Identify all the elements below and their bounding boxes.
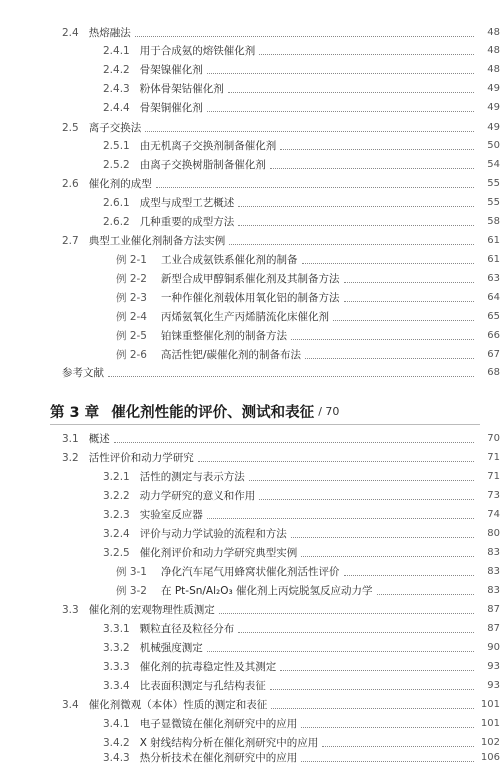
- dot-leader: [344, 574, 475, 576]
- entry-title: 催化剂的成型: [88, 178, 152, 190]
- chapter-heading[interactable]: [50, 398, 500, 424]
- entry-number: 2.5.2: [103, 159, 130, 171]
- entry-number: 例 2-4: [116, 311, 147, 323]
- dot-leader: [207, 72, 474, 74]
- entry-number: 2.6.1: [103, 197, 130, 209]
- dot-leader: [302, 262, 475, 264]
- chapter-page: / 70: [318, 404, 340, 418]
- entry-title: 动力学研究的意义和作用: [139, 490, 256, 502]
- entry-page: 90: [487, 642, 500, 653]
- entry-title: 机械强度测定: [139, 642, 203, 654]
- entry-page: 54: [487, 159, 500, 170]
- entry-page: 106: [480, 752, 500, 763]
- entry-number: 3.3.4: [103, 680, 130, 692]
- entry-title: 热分析技术在催化剂研究中的应用: [139, 752, 298, 764]
- dot-leader: [156, 186, 474, 188]
- dot-leader: [271, 707, 474, 709]
- dot-leader: [198, 460, 474, 462]
- dot-leader: [229, 243, 474, 245]
- entry-title: 催化剂评价和动力学研究典型实例: [139, 547, 298, 559]
- entry-title: 热熔融法: [88, 27, 131, 39]
- dot-leader: [301, 726, 474, 728]
- entry-page: 61: [487, 235, 500, 246]
- dot-leader: [333, 319, 474, 321]
- entry-number: 3.3.1: [103, 623, 130, 635]
- dot-leader: [259, 53, 474, 55]
- entry-number: 2.4.1: [103, 45, 130, 57]
- entry-number: 2.4.4: [103, 102, 130, 114]
- dot-leader: [238, 205, 474, 207]
- toc-entry-references[interactable]: [0, 362, 500, 384]
- entry-number: 3.4.2: [103, 737, 130, 749]
- entry-title: 离子交换法: [88, 122, 142, 134]
- entry-number: 2.7: [62, 235, 79, 247]
- dot-leader: [377, 593, 474, 595]
- entry-number: 3.2.4: [103, 528, 130, 540]
- entry-title: 参考文献: [62, 367, 104, 379]
- entry-number: 3.4.1: [103, 718, 130, 730]
- entry-page: 49: [487, 102, 500, 113]
- entry-title: 活性评价和动力学研究: [88, 452, 194, 464]
- entry-number: 3.1: [62, 433, 79, 445]
- dot-leader: [280, 669, 474, 671]
- entry-page: 71: [487, 452, 500, 463]
- entry-page: 63: [487, 273, 500, 284]
- entry-title: 概述: [88, 433, 110, 445]
- entry-page: 83: [487, 547, 500, 558]
- entry-page: 48: [487, 27, 500, 38]
- entry-title: 骨架铜催化剂: [139, 102, 203, 114]
- entry-number: 3.3: [62, 604, 79, 616]
- entry-number: 例 2-2: [116, 273, 147, 285]
- toc-entry[interactable]: [0, 97, 500, 119]
- entry-title: 催化剂的宏观物理性质测定: [88, 604, 215, 616]
- entry-title: 几种重要的成型方法: [139, 216, 235, 228]
- entry-title: 典型工业催化剂制备方法实例: [88, 235, 226, 247]
- dot-leader: [207, 110, 474, 112]
- entry-title: 比表面积测定与孔结构表征: [139, 680, 266, 692]
- entry-title: 一种作催化剂载体用氧化铝的制备方法: [161, 292, 340, 304]
- entry-page: 101: [480, 718, 500, 729]
- entry-page: 101: [480, 699, 500, 710]
- entry-page: 65: [487, 311, 500, 322]
- dot-leader: [108, 375, 474, 377]
- entry-page: 73: [487, 490, 500, 501]
- entry-number: 3.2.5: [103, 547, 130, 559]
- entry-title: 催化剂的抗毒稳定性及其测定: [139, 661, 277, 673]
- entry-page: 48: [487, 64, 500, 75]
- entry-title: 净化汽车尾气用蜂窝状催化剂活性评价: [161, 566, 340, 578]
- dot-leader: [228, 91, 474, 93]
- entry-number: 2.4.3: [103, 83, 130, 95]
- entry-number: 3.3.3: [103, 661, 130, 673]
- entry-number: 例 2-6: [116, 349, 147, 361]
- dot-leader: [145, 130, 474, 132]
- entry-title: 催化剂微观（本体）性质的测定和表征: [88, 699, 268, 711]
- entry-title: 骨架镍催化剂: [139, 64, 203, 76]
- toc-entry[interactable]: [0, 747, 500, 769]
- entry-title: X 射线结构分析在催化剂研究中的应用: [139, 737, 319, 749]
- entry-number: 2.4.2: [103, 64, 130, 76]
- entry-number: 例 2-5: [116, 330, 147, 342]
- entry-number: 例 2-3: [116, 292, 147, 304]
- entry-page: 66: [487, 330, 500, 341]
- dot-leader: [238, 631, 474, 633]
- entry-number: 2.4: [62, 27, 79, 39]
- dot-leader: [259, 498, 474, 500]
- entry-number: 3.2.1: [103, 471, 130, 483]
- dot-leader: [270, 688, 474, 690]
- dot-leader: [238, 224, 474, 226]
- entry-title: 实验室反应器: [139, 509, 203, 521]
- entry-page: 93: [487, 661, 500, 672]
- entry-page: 83: [487, 566, 500, 577]
- entry-number: 3.2: [62, 452, 79, 464]
- chapter-title: 催化剂性能的评价、测试和表征: [111, 404, 315, 421]
- entry-title: 成型与成型工艺概述: [139, 197, 235, 209]
- entry-page: 83: [487, 585, 500, 596]
- dot-leader: [270, 167, 474, 169]
- entry-page: 102: [480, 737, 500, 748]
- dot-leader: [207, 517, 474, 519]
- entry-number: 2.5.1: [103, 140, 130, 152]
- entry-page: 48: [487, 45, 500, 56]
- dot-leader: [301, 760, 474, 762]
- entry-page: 58: [487, 216, 500, 227]
- dot-leader: [305, 357, 474, 359]
- entry-title: 由无机离子交换剂制备催化剂: [139, 140, 277, 152]
- entry-page: 49: [487, 83, 500, 94]
- entry-title: 颗粒直径及粒径分布: [139, 623, 235, 635]
- entry-number: 例 3-2: [116, 585, 147, 597]
- entry-page: 49: [487, 122, 500, 133]
- entry-number: 3.4.3: [103, 752, 130, 764]
- entry-page: 71: [487, 471, 500, 482]
- entry-title: 电子显微镜在催化剂研究中的应用: [139, 718, 298, 730]
- entry-number: 3.2.3: [103, 509, 130, 521]
- dot-leader: [280, 148, 474, 150]
- chapter-label: 第 3 章: [50, 404, 100, 421]
- entry-title: 新型合成甲醇铜系催化剂及其制备方法: [161, 273, 340, 285]
- entry-page: 87: [487, 623, 500, 634]
- dot-leader: [344, 300, 475, 302]
- dot-leader: [207, 650, 474, 652]
- entry-number: 3.4: [62, 699, 79, 711]
- entry-title: 高活性钯/碳催化剂的制备布法: [161, 349, 302, 361]
- entry-title: 在 Pt-Sn/Al₂O₃ 催化剂上丙烷脱氢反应动力学: [161, 585, 373, 597]
- dot-leader: [291, 536, 474, 538]
- dot-leader: [249, 479, 474, 481]
- dot-leader: [114, 441, 474, 443]
- entry-title: 评价与动力学试验的流程和方法: [139, 528, 287, 540]
- entry-page: 67: [487, 349, 500, 360]
- entry-number: 3.3.2: [103, 642, 130, 654]
- entry-page: 55: [487, 197, 500, 208]
- entry-number: 2.6.2: [103, 216, 130, 228]
- entry-page: 64: [487, 292, 500, 303]
- entry-number: 3.2.2: [103, 490, 130, 502]
- entry-number: 例 2-1: [116, 254, 147, 266]
- entry-page: 68: [487, 367, 500, 378]
- dot-leader: [219, 612, 474, 614]
- dot-leader: [291, 338, 474, 340]
- entry-page: 93: [487, 680, 500, 691]
- entry-title: 工业合成氨铁系催化剂的制备: [161, 254, 298, 266]
- dot-leader: [135, 35, 474, 37]
- entry-title: 活性的测定与表示方法: [139, 471, 245, 483]
- entry-title: 粉体骨架钴催化剂: [139, 83, 224, 95]
- entry-number: 2.5: [62, 122, 79, 134]
- entry-number: 例 3-1: [116, 566, 147, 578]
- dot-leader: [344, 281, 475, 283]
- chapter-rule: [50, 424, 480, 425]
- entry-page: 80: [487, 528, 500, 539]
- entry-page: 87: [487, 604, 500, 615]
- entry-title: 用于合成氨的熔铁催化剂: [139, 45, 256, 57]
- entry-number: 2.6: [62, 178, 79, 190]
- entry-title: 由离子交换树脂制备催化剂: [139, 159, 266, 171]
- entry-title: 丙烯氨氧化生产丙烯腈流化床催化剂: [161, 311, 329, 323]
- entry-page: 55: [487, 178, 500, 189]
- entry-page: 70: [487, 433, 500, 444]
- dot-leader: [301, 555, 474, 557]
- entry-page: 74: [487, 509, 500, 520]
- entry-page: 50: [487, 140, 500, 151]
- entry-title: 铂铼重整催化剂的制备方法: [161, 330, 287, 342]
- entry-page: 61: [487, 254, 500, 265]
